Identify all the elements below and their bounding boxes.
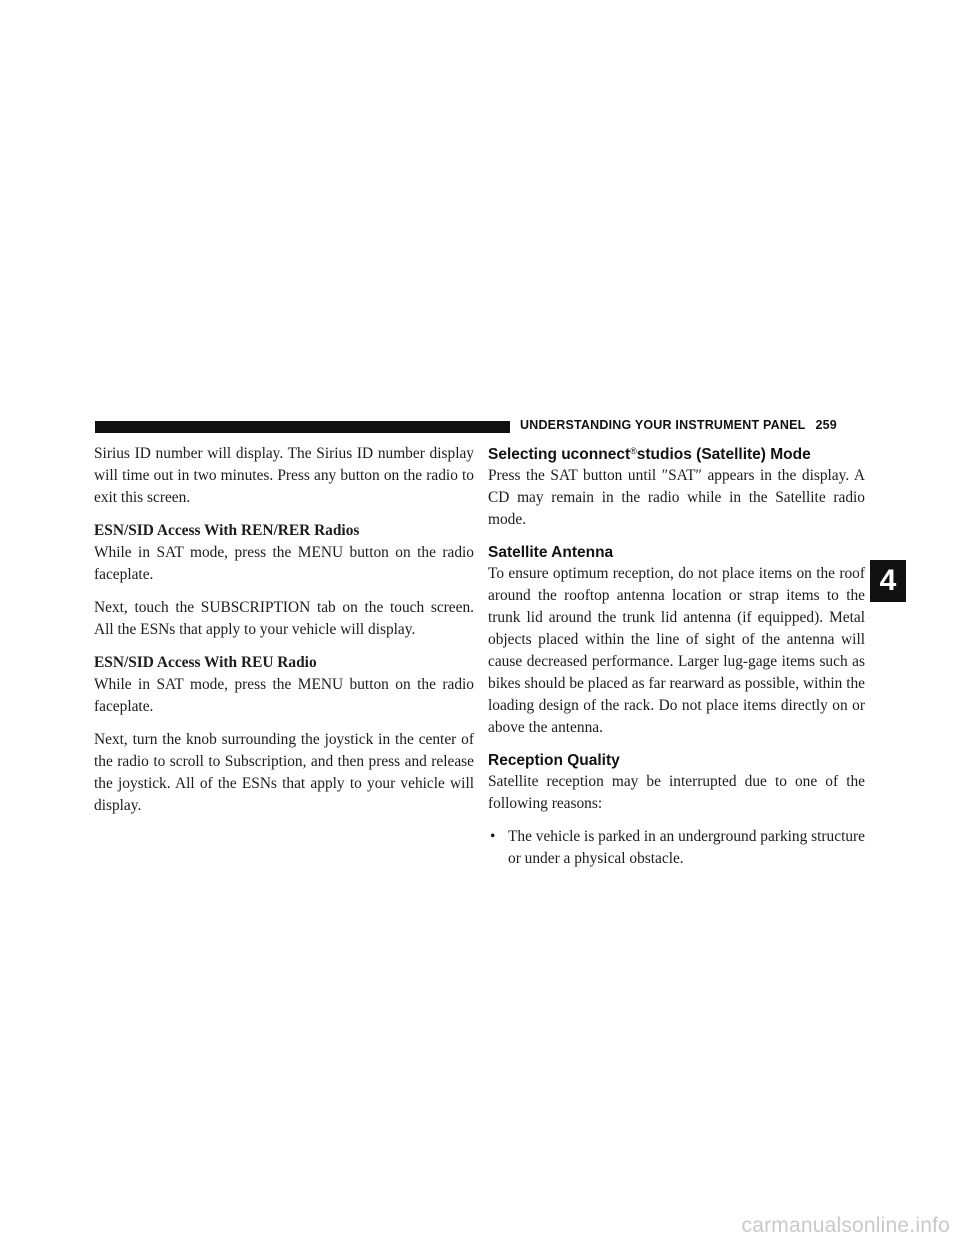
section-title: UNDERSTANDING YOUR INSTRUMENT PANEL (520, 418, 806, 432)
run-in-heading: ESN/SID Access With REU Radio (94, 654, 317, 671)
section-heading-satellite-antenna: Satellite Antenna (488, 544, 614, 561)
chapter-tab: 4 (870, 560, 906, 602)
list-item-text: The vehicle is parked in an underground parking structure or under a physical obstacle. (508, 828, 866, 867)
header-rule (95, 421, 510, 433)
paragraph: Sirius ID number will display. The Sirius ID number display will time out in two minutes. Press any button on the radio to exit this screen. (94, 445, 474, 506)
left-column (94, 443, 474, 828)
watermark: carmanualsonline.info (741, 1214, 950, 1237)
paragraph: Next, turn the knob surrounding the joystick in the center of the radio to scroll to Subscription, and then press and release the joystick. All of the ESNs that apply to your vehicle will display. (94, 731, 474, 814)
paragraph: To ensure optimum reception, do not place items on the roof around the rooftop antenna location or strap items to the trunk lid around the trunk lid antenna (if equipped). Metal objects placed within the line of sight of the antenna will cause decreased performance. Larger lug-gage items such as bikes should be placed as far rearward as possible, within the loading design of the rack. Do not place items directly on or above the antenna. (488, 565, 865, 736)
heading-text: Selecting uconnect (488, 446, 631, 463)
section-heading-reception-quality: Reception Quality (488, 752, 620, 769)
heading-text: studios (Satellite) Mode (636, 446, 811, 463)
run-in-heading: ESN/SID Access With REN/RER Radios (94, 522, 360, 539)
section-heading-satellite-mode (488, 441, 865, 465)
paragraph-text: While in SAT mode, press the MENU button on the radio faceplate. (94, 676, 474, 715)
paragraph: Press the SAT button until ″SAT″ appears in the display. A CD may remain in the radio while in the Satellite radio mode. (488, 467, 865, 528)
paragraph-text: While in SAT mode, press the MENU button on the radio faceplate. (94, 544, 474, 583)
esn-reu-section (94, 652, 474, 718)
running-header (520, 418, 837, 432)
bullet-icon: • (490, 828, 496, 845)
bullet-list (488, 826, 865, 870)
list-item (488, 826, 865, 870)
paragraph: Next, touch the SUBSCRIPTION tab on the touch screen. All the ESNs that apply to your vehicle will display. (94, 599, 474, 638)
page-number: 259 (815, 418, 837, 432)
paragraph: Satellite reception may be interrupted due to one of the following reasons: (488, 773, 865, 812)
esn-ren-rer-section (94, 520, 474, 586)
registered-mark: ® (630, 446, 637, 456)
right-column (488, 441, 865, 870)
